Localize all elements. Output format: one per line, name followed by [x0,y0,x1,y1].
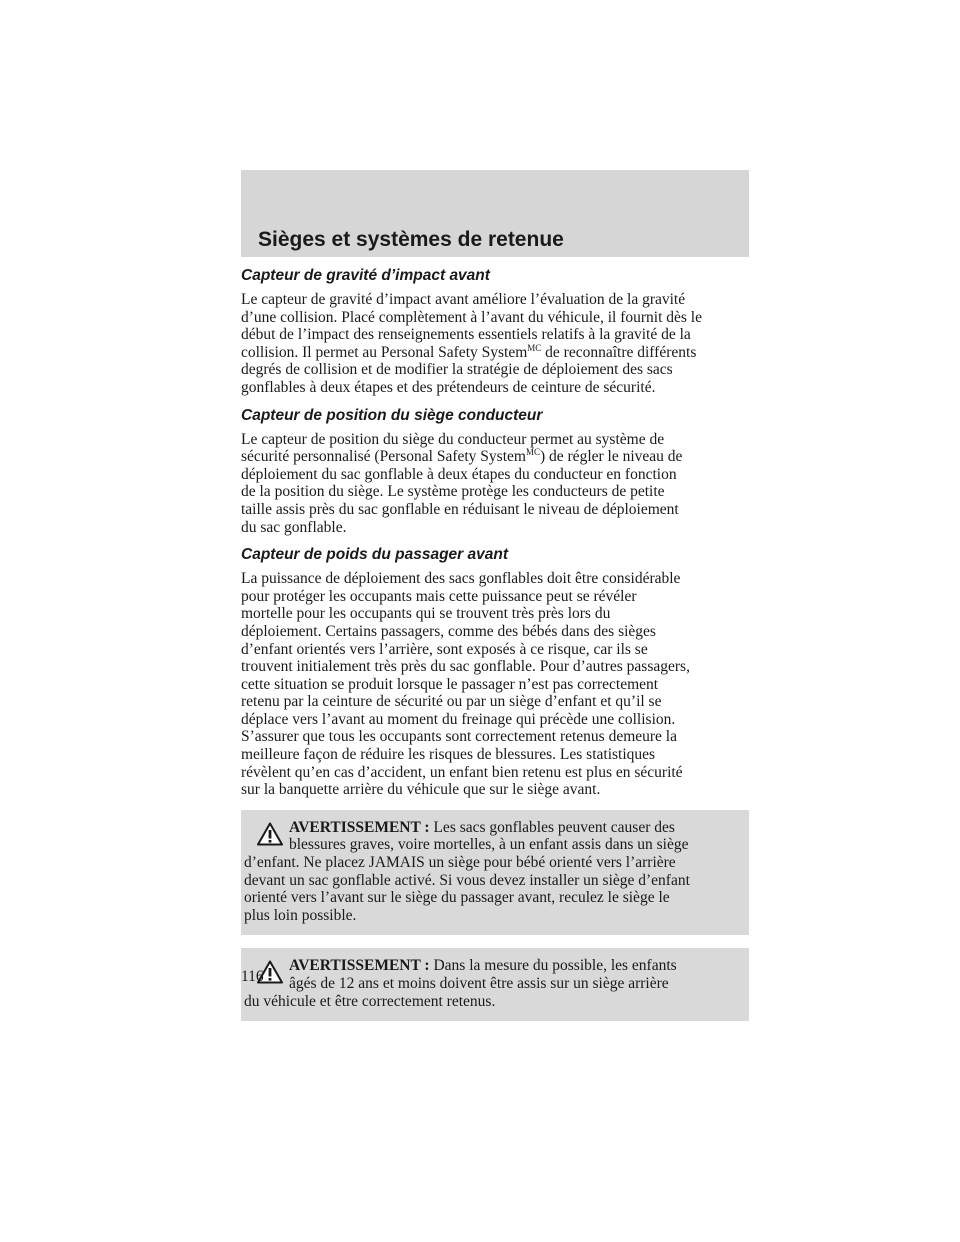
text-line: degrés de collision et de modifier la stratégie de déploiement des sacs [241,361,673,379]
section-heading-passenger-weight: Capteur de poids du passager avant [241,546,509,564]
warning-triangle-icon [257,822,283,846]
text-line: mortelle pour les occupants qui se trouvent très près lors du [241,605,611,623]
text-line: d’une collision. Placé complètement à l’avant du véhicule, il fournit dès le [241,308,702,326]
text-line: âgés de 12 ans et moins doivent être assis sur un siège arrière [289,975,669,992]
text-fragment: Les sacs gonflables peuvent causer des [433,818,675,836]
paragraph-seat-position [241,431,749,537]
main-content [241,266,749,1021]
text-line: sur la banquette arrière du véhicule que sur le siège avant. [241,781,601,799]
text-line: d’enfant. Ne placez JAMAIS un siège pour bébé orienté vers l’arrière [244,854,676,872]
text-line [244,957,739,975]
text-line: cette situation se produit lorsque le passager n’est pas correctement [241,675,659,693]
text-line: Le capteur de gravité d’impact avant améliore l’évaluation de la gravité [241,291,686,308]
text-line [241,344,749,362]
text-line: S’assurer que tous les occupants sont correctement retenus demeure la [241,728,677,746]
text-line: de la position du siège. Le système protège les conducteurs de petite [241,483,665,501]
text-line: gonflables à deux étapes et des prétendeurs de ceinture de sécurité. [241,378,656,396]
text-fragment: ) de régler le niveau de [539,448,683,466]
warning-label: AVERTISSEMENT : [289,818,430,836]
text-line: trouvent initialement très près du sac gonflable. Pour d’autres passagers, [241,658,690,676]
text-line: déploiement du sac gonflable à deux étapes du conducteur en fonction [241,465,677,483]
text-line: taille assis près du sac gonflable en réduisant le niveau de déploiement [241,500,679,518]
text-line [241,448,749,466]
text-line: retenu par la ceinture de sécurité ou par un siège d’enfant et qu’il se [241,693,662,711]
text-line: déploiement. Certains passagers, comme des bébés dans des sièges [241,622,656,640]
text-line: devant un sac gonflable activé. Si vous devez installer un siège d’enfant [244,871,690,889]
text-line: Le capteur de position du siège du conducteur permet au système de [241,430,665,448]
text-line: blessures graves, voire mortelles, à un enfant assis dans un siège [289,836,689,854]
paragraph-passenger-weight [241,570,749,799]
text-line: révèlent qu’en cas d’accident, un enfant bien retenu est plus en sécurité [241,763,683,781]
warning-label: AVERTISSEMENT : [289,957,430,975]
text-fragment: sécurité personnalisé (Personal Safety System [241,448,526,466]
text-line: orienté vers l’avant sur le siège du passager avant, reculez le siège le [244,889,670,907]
page-number: 116 [241,968,264,985]
section-heading-seat-position: Capteur de position du siège conducteur [241,406,543,424]
page-title: Sièges et systèmes de retenue [258,228,564,251]
text-line: du véhicule et être correctement retenus. [244,992,496,1010]
text-line: plus loin possible. [244,906,357,924]
trademark-superscript: MC [527,342,542,353]
text-fragment: collision. Il permet au Personal Safety System [241,343,528,361]
text-line: La puissance de déploiement des sacs gonflables doit être considérable [241,570,681,588]
text-fragment: Dans la mesure du possible, les enfants [433,957,677,975]
warning-box-airbag [241,810,749,936]
text-line: meilleure façon de réduire les risques de blessures. Les statistiques [241,746,656,764]
section-heading-impact-sensor: Capteur de gravité d’impact avant [241,267,490,284]
text-line: début de l’impact des renseignements essentiels relatifs à la gravité de la [241,326,691,344]
text-line: du sac gonflable. [241,518,347,536]
text-line: pour protéger les occupants mais cette puissance peut se révéler [241,587,637,605]
text-line [244,819,739,837]
warning-box-children [241,948,749,1021]
text-fragment: de reconnaître différents [545,343,697,361]
text-line: d’enfant orientés vers l’arrière, sont exposés à ce risque, car ils se [241,640,648,658]
trademark-superscript: MC [525,447,540,458]
text-line: déplace vers l’avant au moment du freinage qui précède une collision. [241,710,676,728]
paragraph-impact-sensor [241,291,749,397]
